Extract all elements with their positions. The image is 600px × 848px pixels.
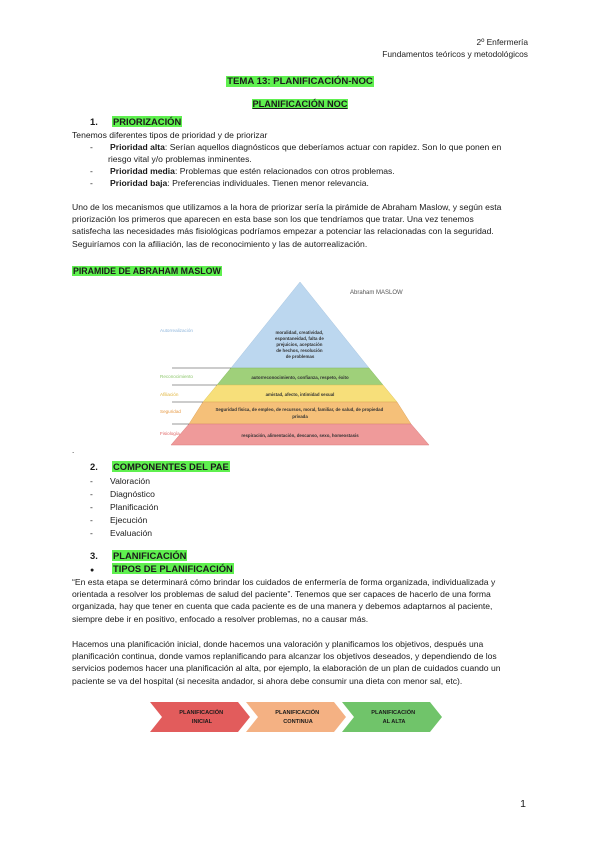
- page-subtitle: [0, 99, 600, 109]
- paragraph-line: planificación continua, donde vamos replanificando para alcanzar los objetivos deseados, y dependiendo de los: [72, 651, 497, 662]
- list-item: - Prioridad alta: Serían aquellos diagnósticos que deberíamos actuar con rapidez. Son lo que ponen en: [90, 142, 502, 152]
- flow-step-label: PLANIFICACIÓN INICIAL: [179, 710, 224, 725]
- flow-step-inicial: [150, 702, 250, 732]
- page-title-text: TEMA 13: PLANIFICACIÓN-NOC: [227, 76, 373, 87]
- pyramid-side-label: Fisiología: [160, 431, 180, 436]
- paragraph-line: servicios podemos hacer una planificación al alta, por ejemplo, la elaboración de un plan de cuidados cuando un: [72, 663, 501, 674]
- flow-step-continua: [246, 702, 346, 732]
- pyramid-side-label: Autorrealización: [160, 328, 193, 333]
- pyramid-level-text: amistad, afecto, intimidad sexual: [265, 392, 335, 397]
- section-heading-priorizacion: [90, 116, 182, 127]
- flow-step-alta: [342, 702, 442, 732]
- pyramid-caption: Abraham MASLOW: [350, 290, 403, 296]
- pyramid-heading-text: PIRAMIDE DE ABRAHAM MASLOW: [73, 266, 221, 276]
- paragraph-line: “En esta etapa se determinará cómo brindar los cuidados de enfermería de forma organizada, individualizada y: [72, 577, 496, 587]
- planificacion-paragraph-1: [72, 576, 528, 625]
- list-item-label: Prioridad baja: [110, 178, 168, 188]
- subsection-heading-tipos: [90, 563, 234, 574]
- section-heading-componentes: [90, 461, 230, 472]
- list-item-text: : Serían aquellos diagnósticos que deberíamos actuar con rapidez. Son lo que ponen en: [164, 142, 502, 152]
- pyramid-side-label: Seguridad: [160, 409, 181, 414]
- pyramid-side-label: Reconocimiento: [160, 374, 193, 379]
- page-title: [0, 76, 600, 87]
- list-item-label: Prioridad media: [110, 166, 175, 176]
- section-number: 1.: [90, 116, 98, 127]
- bullet-icon: ●: [90, 567, 95, 574]
- paragraph-line: orientada a resolver los problemas de salud del paciente”. Tenemos que ser capaces de hacerlo de una forma: [72, 589, 491, 600]
- section-number: 2.: [90, 461, 98, 472]
- header-subject: Fundamentos teóricos y metodológicos: [382, 49, 528, 59]
- section1-intro: Tenemos diferentes tipos de prioridad y de priorizar: [72, 130, 268, 140]
- list-item: - Evaluación: [90, 528, 153, 538]
- paragraph-line: priorización los primeros que aparecen en esta base son los que tendríamos que tratar. Una vez tenemos: [72, 214, 474, 225]
- list-item-label: Prioridad alta: [110, 142, 165, 152]
- pyramid-level-text: moralidad, creatividad, espontaneidad, falta de prejuicios, aceptación de hechos, resolución de problemas: [274, 330, 324, 359]
- paragraph-line: satisfecha las necesidades más fisiológicas podríamos empezar a potenciar las relacionadas con la seguridad.: [72, 226, 494, 237]
- planificacion-paragraph-2: [72, 638, 528, 687]
- pyramid-level-text: autorreconocimiento, confianza, respeto, éxito: [251, 375, 349, 380]
- section-title: PLANIFICACIÓN: [113, 550, 187, 561]
- paragraph-line: siempre debe ir en positivo, enfocado a resolver problemas, no a causar más.: [72, 613, 369, 624]
- pyramid-level-seguridad: [189, 402, 411, 424]
- paragraph-line: Seguiríamos con la afiliación, las de reconocimiento y las de autorrealización.: [72, 238, 368, 249]
- list-item: - Diagnóstico: [90, 489, 155, 499]
- pyramid-side-label: Afiliación: [160, 392, 179, 397]
- section-title: PRIORIZACIÓN: [113, 116, 182, 127]
- paragraph-line: Uno de los mecanismos que utilizamos a la hora de priorizar sería la pirámide de Abraham Maslow, y según esta: [72, 202, 502, 212]
- flow-step-label: PLANIFICACIÓN CONTINUA: [275, 710, 320, 725]
- paragraph-line: organizada, hay que tener en cuenta que cada paciente es de una manera y debemos adaptarnos al paciente,: [72, 601, 493, 612]
- section-number: 3.: [90, 550, 98, 561]
- list-item-text: : Preferencias individuales. Tienen menor relevancia.: [167, 178, 369, 188]
- paragraph-line: paciente se va del hospital (si necesita andador, si ahora debe consumir una dieta con menor sal, etc).: [72, 675, 463, 686]
- planning-flow: [150, 702, 450, 732]
- list-item-continuation: riesgo vital y/o problemas inminentes.: [108, 154, 252, 164]
- maslow-paragraph: [72, 201, 528, 250]
- list-item: - Prioridad baja: Preferencias individuales. Tienen menor relevancia.: [90, 178, 369, 188]
- list-item: - Prioridad media: Problemas que estén relacionados con otros problemas.: [90, 166, 395, 176]
- flow-step-label: PLANIFICACIÓN AL ALTA: [371, 710, 416, 725]
- pyramid-level-text: Seguridad física, de empleo, de recursos, moral, familiar, de salud, de propiedad privada: [215, 407, 384, 419]
- list-item: - Valoración: [90, 476, 150, 486]
- stray-mark: .: [72, 446, 75, 455]
- section-heading-planificacion: [90, 550, 187, 561]
- list-item-text: : Problemas que estén relacionados con otros problemas.: [174, 166, 395, 176]
- page-number: 1: [520, 798, 526, 810]
- header-course: 2º Enfermería: [476, 37, 528, 47]
- list-item: - Planificación: [90, 502, 159, 512]
- pyramid-level-text: respiración, alimentación, descanso, sexo, homeostasis: [241, 433, 359, 438]
- page-header: [382, 36, 528, 60]
- paragraph-line: Hacemos una planificación inicial, donde hacemos una valoración y planificamos los objetivos, después una: [72, 639, 484, 649]
- page-subtitle-text: PLANIFICACIÓN NOC: [252, 99, 348, 109]
- subsection-title: TIPOS DE PLANIFICACIÓN: [113, 563, 233, 574]
- list-item: - Ejecución: [90, 515, 148, 525]
- maslow-pyramid: [150, 280, 450, 450]
- section-title: COMPONENTES DEL PAE: [113, 461, 229, 472]
- pyramid-heading: [72, 265, 528, 277]
